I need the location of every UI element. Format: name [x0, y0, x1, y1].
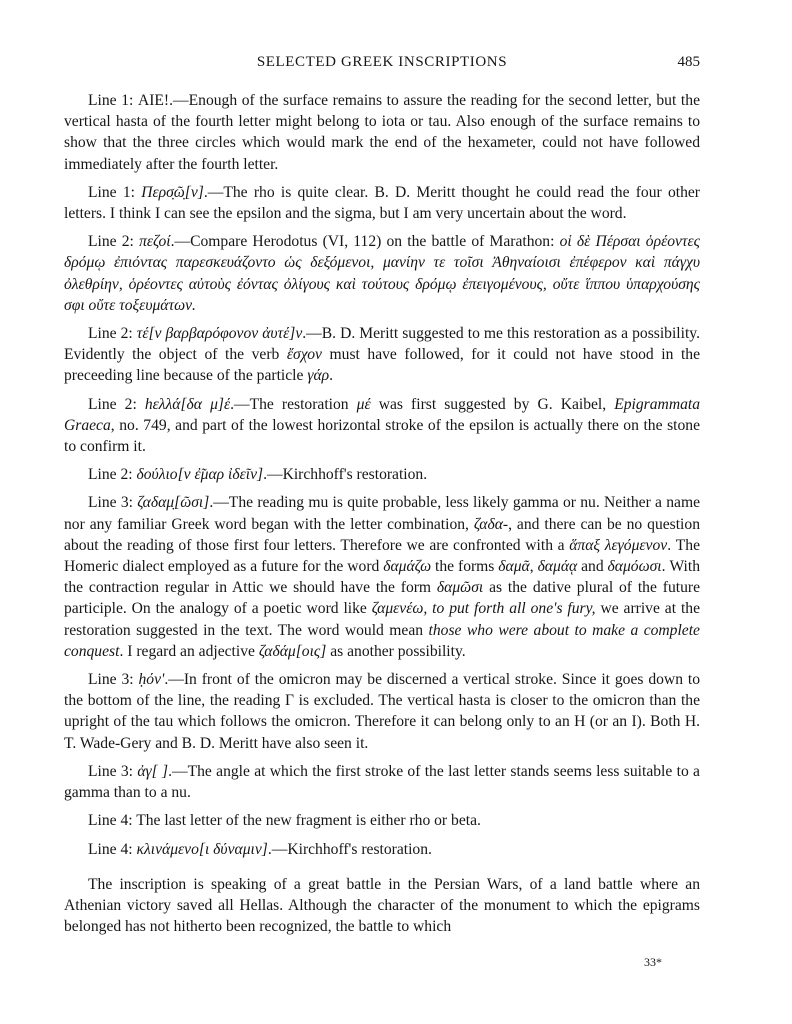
note-text: —Enough of the surface remains to assure the reading for the second letter, but the vertical hasta of the fourth letter might belong to iota or tau. Also enough of the surface remains to show that the three circles which would mark the end of the hexameter, could not have followed immediately after the fourth letter. [64, 92, 700, 173]
gloss: , to put forth all one's fury, [423, 600, 596, 618]
greek-word: ζαδάμ[οις] [258, 642, 327, 660]
greek-word: μέ [356, 395, 371, 413]
note-line-3-b [64, 669, 700, 754]
greek-word: γάρ [307, 367, 330, 385]
note-line-1-b [64, 182, 700, 224]
note-label: Line 4: [88, 812, 133, 830]
note-lemma: τέ[ν βαρβαρόφονον ἀυτέ]ν [136, 325, 303, 343]
note-text: . I regard an adjective [119, 642, 259, 660]
note-label: Line 2: [88, 466, 133, 484]
note-label: Line 3: [88, 762, 134, 780]
note-text: , no. 749, and part of the lowest horizontal stroke of the epsilon is actually there on the stone to confirm it. [64, 416, 700, 456]
note-label: Line 2: [88, 233, 134, 251]
note-label: Line 3: [88, 671, 134, 689]
greek-word: ἔσχον [286, 346, 322, 364]
note-text: .—B. D. Meritt suggested to me this restoration as a possibility. Evidently the object of the verb [64, 325, 700, 364]
note-line-2-b [64, 323, 700, 387]
note-line-3-a [64, 492, 700, 662]
greek-word: δαμάζω [383, 558, 432, 576]
note-text: we arrive at the restoration suggested in the text. The word would mean [64, 600, 700, 639]
note-text: The last letter of the new fragment is either rho or beta. [136, 812, 481, 830]
note-text: .—The reading mu is quite probable, less likely gamma or nu. Neither a name nor any familiar Greek word began with the letter combination, [64, 494, 700, 533]
note-lemma: hελλά[δα μ]έ [144, 395, 231, 413]
note-line-2-a [64, 231, 700, 316]
note-lemma: Περσ̣ῶ̣[ν] [141, 183, 204, 201]
note-line-4-b [64, 839, 700, 860]
note-text: .—Compare Herodotus (VI, 112) on the battle of Marathon: [170, 233, 560, 251]
book-title: Epigrammata Graeca [64, 395, 700, 434]
note-text: as another possibility. [326, 642, 466, 660]
note-label: Line 2: [88, 395, 137, 413]
note-text: as the dative plural of the future participle. On the analogy of a poetic word like [64, 579, 700, 618]
note-text: was first suggested by G. Kaibel, [370, 395, 615, 413]
body-text [64, 90, 700, 944]
note-lemma: ἀγ[ ] [137, 762, 169, 780]
greek-word: δαμᾶ [498, 558, 530, 576]
note-lemma: δούλιο[ν ἐ̃μαρ ἰδεῖν] [136, 466, 264, 484]
greek-word: δαμάᾳ [537, 558, 578, 576]
running-title: SELECTED GREEK INSCRIPTIONS [256, 54, 508, 70]
note-text: and [577, 558, 608, 576]
note-lemma: ζαδαμ̣[ῶσι] [137, 494, 210, 512]
note-label: Line 1: [88, 92, 134, 109]
note-line-2-d [64, 464, 700, 485]
greek-word: ἅπαξ λεγόμενον [569, 536, 668, 554]
meaning: those who were about to make a complete conquest [64, 621, 700, 660]
note-line-4-a [64, 810, 700, 831]
herodotus-quote: οἱ δὲ Πέρσαι ὁρέοντες δρόμῳ ἐπιόντας παρεσκευάζοντο ὡς δεξόμενοι, μανίην τε τοῖσι Ἀθηναίοισι ἐπέφερον καὶ πάγχυ ὀλεθρίην, ὁρέοντες αὐτοὺς ἐόντας ὀλίγους καὶ τούτους δρόμῳ ἐπειγομένους, οὔτε ἵππου ὑπαρχούσης σφι οὔτε τοξευμάτων. [64, 233, 700, 314]
note-label: Line 2: [88, 325, 133, 343]
note-lemma: πεζοί [139, 233, 171, 251]
note-line-3-c [64, 761, 700, 803]
note-text: .—The restoration [230, 395, 357, 413]
signature-mark: 33* [644, 955, 662, 969]
final-paragraph: The inscription is speaking of a great battle in the Persian Wars, of a land battle where an Athenian victory saved all Hellas. Although the character of the monument to which the epigrams belonged has not hitherto been recognized, the battle to which [64, 875, 700, 936]
note-text: . With the contraction regular in Attic we should have the form [64, 558, 701, 597]
note-text: .—In front of the omicron may be discerned a vertical stroke. Since it goes down to the bottom of the line, the reading Γ is excluded. The vertical hasta is closer to the omicron than the upright of the tau which follows the omicron. Therefore it can belong only to an H (or an I). Both H. T. Wade-Gery and B. D. Meritt have also seen it. [64, 671, 700, 752]
note-line-2-c [64, 394, 700, 458]
note-label: Line 3: [88, 494, 133, 512]
page-number: 485 [677, 54, 700, 70]
note-line-1-a [64, 90, 700, 175]
note-text: must have followed, for it could not have stood in the preceeding line because of the particle [64, 346, 700, 385]
running-header [64, 54, 700, 76]
note-text: .—The rho is quite clear. B. D. Meritt thought he could read the four other letters. I think I can see the epsilon and the sigma, but I am very uncertain about the word. [64, 183, 701, 223]
note-text: .—Kirchhoff's restoration. [267, 840, 432, 858]
note-text: . The Homeric dialect employed as a future for the word [64, 536, 700, 576]
greek-word: δαμῶσι [436, 579, 484, 597]
note-text: , [529, 558, 538, 576]
note-lemma: ḥόν' [138, 671, 165, 689]
note-label: Line 1: [88, 183, 135, 201]
note-text: .—Kirchhoff's restoration. [263, 466, 428, 484]
note-lemma: κλινάμενο[ι δύναμιν] [136, 840, 268, 858]
greek-word: δαμόωσι [607, 558, 662, 576]
greek-word: ζαμενέω [371, 600, 424, 618]
note-text: the forms [431, 558, 499, 576]
note-label: Line 4: [88, 840, 133, 858]
greek-word: ζαδα- [473, 515, 509, 533]
note-text: , and there can be no question about the reading of those first four letters. Therefore we are confronted with a [64, 515, 700, 554]
note-text: . [329, 367, 334, 385]
note-text: .—The angle at which the first stroke of the last letter stands seems less suitable to a gamma than to a nu. [64, 762, 700, 802]
note-lemma: ΑΙΕ!. [137, 92, 174, 109]
